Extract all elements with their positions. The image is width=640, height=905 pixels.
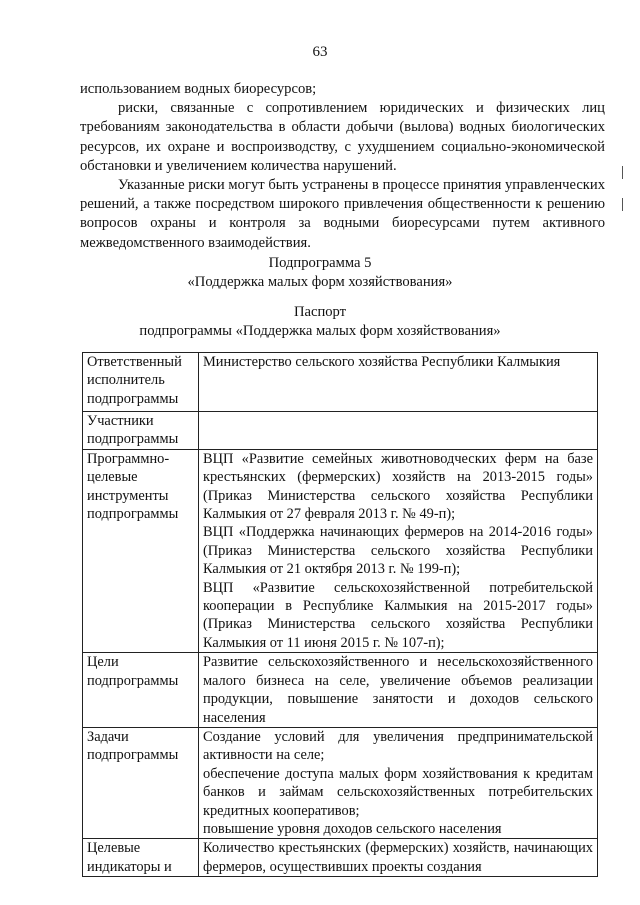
row-content: Развитие сельскохозяйственного и несельскохозяйственного малого бизнеса на селе, увеличение объемов реализации продукции, повышение занятости и доходов сельского населения (199, 653, 598, 728)
table-row (83, 353, 598, 412)
table-row (83, 653, 598, 728)
row-label: Цели подпрограммы (83, 653, 199, 728)
passport-subtitle: подпрограммы «Поддержка малых форм хозяйствования» (139, 323, 501, 339)
table-row (83, 412, 598, 450)
paragraph: Указанные риски могут быть устранены в процессе принятия управленческих решений, а также посредством широкого привлечения общественности к решению вопросов охраны и контроля за водными биоресурсами путем активного межведомственного взаимодействия. (80, 177, 605, 251)
table-row (83, 727, 598, 838)
row-label: Целевые индикаторы и (83, 839, 199, 877)
table-row (83, 839, 598, 877)
page-number: 63 (312, 44, 328, 60)
margin-mark (622, 198, 623, 211)
subprogram-subtitle: «Поддержка малых форм хозяйствования» (187, 274, 453, 290)
row-label: Задачи подпрограммы (83, 727, 199, 838)
row-content: Министерство сельского хозяйства Республики Калмыкия (199, 353, 598, 412)
margin-mark (622, 166, 623, 179)
row-content: ВЦП «Развитие семейных животноводческих ферм на базе крестьянских (фермерских) хозяйств на 2013-2015 годы» (Приказ Министерства сельского хозяйства Республики Калмыкия от 27 февраля 2013 г. № 49-п); ВЦП «Поддержка начинающих фермеров на 2014-2016 годы» (Приказ Министерства сельского хозяйства Республики Калмыкия от 21 октября 2013 г. № 199-п); ВЦП «Развитие сельскохозяйственной потребительской кооперации в Республике Калмыкия на 2015-2017 годы» (Приказ Министерства сельского хозяйства Республики Калмыкия от 11 июня 2015 г. № 107-п); (199, 449, 598, 652)
row-content (199, 412, 598, 450)
table-row (83, 449, 598, 652)
row-label: Участники подпрограммы (83, 412, 199, 450)
subprogram-title: Подпрограмма 5 (268, 255, 372, 271)
body-text (80, 80, 605, 253)
passport-table (82, 352, 598, 877)
row-content: Количество крестьянских (фермерских) хозяйств, начинающих фермеров, осуществивших проекты создания (199, 839, 598, 877)
passport-title: Паспорт (293, 304, 347, 320)
paragraph: риски, связанные с сопротивлением юридических и физических лиц требованиям законодательства в области добычи (вылова) водных биологических ресурсов, их охране и воспроизводству, с ухудшением социально-экономической обстановки и увеличением количества нарушений. (80, 100, 605, 174)
row-label: Ответственный исполнитель подпрограммы (83, 353, 199, 412)
row-label: Программно-целевые инструменты подпрограммы (83, 449, 199, 652)
paragraph: использованием водных биоресурсов; (80, 81, 317, 97)
row-content: Создание условий для увеличения предпринимательской активности на селе; обеспечение доступа малых форм хозяйствования к кредитам банков и займам сельскохозяйственных потребительских кредитных кооперативов; повышение уровня доходов сельского населения (199, 727, 598, 838)
